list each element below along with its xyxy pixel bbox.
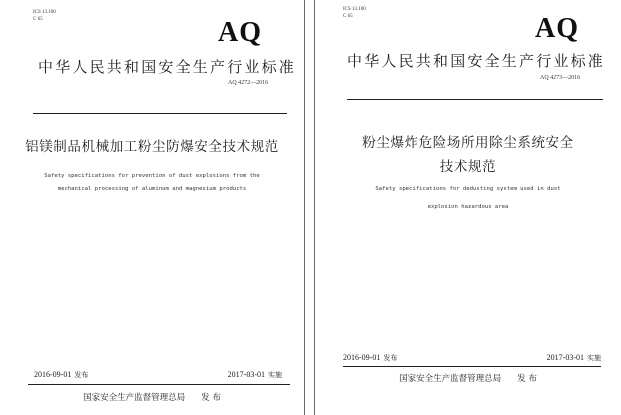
standard-number: AQ 4272—2016 <box>228 80 269 86</box>
standard-cover-right <box>314 0 621 415</box>
standard-code-logo: AQ <box>218 17 262 48</box>
ccs-code: C 65 <box>343 14 353 19</box>
title-chinese-line2: 技术规范 <box>439 159 497 175</box>
issue-date: 2016-09-01 发布 <box>343 353 398 362</box>
header-rule <box>33 113 287 114</box>
footer-rule <box>28 384 290 385</box>
title-chinese: 铝镁制品机械加工粉尘防爆安全技术规范 <box>25 139 279 155</box>
title-english-line2: explosion hazardous area <box>427 204 509 210</box>
standard-number: AQ 4273—2016 <box>540 75 581 81</box>
standard-code-logo: AQ <box>535 13 579 44</box>
header-title: 中华人民共和国安全生产行业标准 <box>38 58 297 76</box>
title-english-line1: Safety specifications for prevention of dust explosions from the <box>44 173 260 179</box>
title-english-line1: Safety specifications for dedusting system used in dust <box>375 186 561 192</box>
issuing-authority: 国家安全生产监督管理总局 发 布 <box>83 393 221 403</box>
title-chinese-line1: 粉尘爆炸危险场所用除尘系统安全 <box>362 135 574 151</box>
ics-code: ICS 13.100 <box>343 7 366 12</box>
header-title: 中华人民共和国安全生产行业标准 <box>347 52 606 70</box>
title-english-line2: mechanical processing of aluminum and magnesium products <box>57 186 247 192</box>
implement-date: 2017-03-01 实施 <box>546 353 601 362</box>
classification-codes <box>33 9 56 23</box>
ics-code: ICS 13.100 <box>33 10 56 15</box>
ccs-code: C 65 <box>33 17 43 22</box>
standard-cover-left <box>0 0 305 415</box>
classification-codes <box>343 6 366 20</box>
header-rule <box>347 99 603 100</box>
issuing-authority: 国家安全生产监督管理总局 发 布 <box>399 374 537 384</box>
issue-date: 2016-09-01 发布 <box>34 370 89 379</box>
footer-rule <box>343 366 601 367</box>
implement-date: 2017-03-01 实施 <box>227 370 282 379</box>
